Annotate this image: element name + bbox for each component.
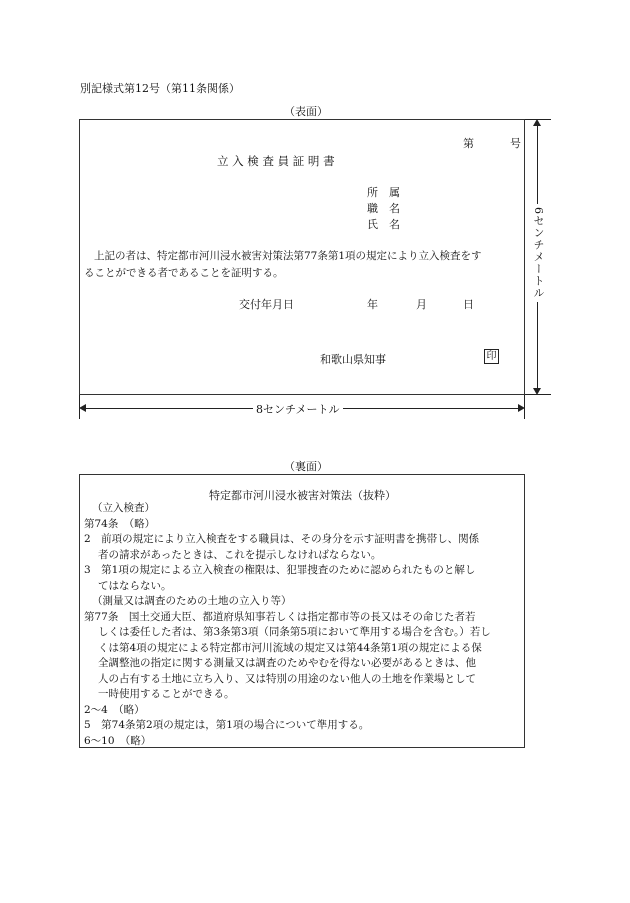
height-arrow-top: [533, 119, 541, 126]
front-certificate-box: [79, 119, 525, 395]
height-tick-top: [525, 119, 551, 120]
back-side-label: （裏面）: [284, 460, 328, 473]
back-excerpt-box: [79, 474, 525, 748]
number-dai: 第: [463, 137, 474, 150]
width-tick-right: [524, 395, 525, 419]
front-side-label: （表面）: [284, 105, 328, 118]
excerpt-line: くは第4項の規定による特定都市河川流域の規定又は第44条第1項の規定による保: [98, 641, 482, 654]
excerpt-line: （立入検査）: [92, 502, 155, 514]
excerpt-line: 第74条 （略）: [84, 517, 156, 530]
excerpt-line: 全調整池の指定に関する測量又は調査のためやむを得ない必要があるときは、他: [98, 657, 476, 669]
certificate-body-line2: ることができる者であることを証明する。: [84, 267, 284, 279]
excerpt-line: 人の占有する土地に立ち入り、又は特別の用途のない他人の土地を作業場として: [98, 672, 476, 685]
name-label: 氏 名: [367, 218, 400, 231]
affiliation-label: 所 属: [367, 186, 400, 199]
excerpt-line: 者の請求があったときは、これを提示しなければならない。: [98, 548, 382, 561]
excerpt-text: [84, 501, 491, 749]
issue-year: 年: [367, 298, 378, 311]
height-dimension-label: 6センチメートル: [530, 204, 546, 302]
position-label: 職 名: [367, 202, 400, 215]
excerpt-line: 6〜10 （略）: [84, 734, 152, 747]
excerpt-line: 2〜4 （略）: [84, 703, 145, 716]
certificate-title: 立 入 検 査 員 証 明 書: [217, 154, 335, 168]
form-reference: 別記様式第12号（第11条関係）: [80, 82, 240, 95]
issue-date-label: 交付年月日: [239, 298, 294, 311]
issuer-name: 和歌山県知事: [320, 353, 386, 366]
excerpt-title: 特定都市河川浸水被害対策法（抜粋）: [209, 489, 396, 502]
width-dimension-label: 8センチメートル: [253, 401, 343, 417]
excerpt-line: 一時使用することができる。: [98, 688, 235, 700]
width-tick-left: [79, 395, 80, 419]
width-arrow-left: [79, 404, 86, 412]
excerpt-line: てはならない。: [98, 579, 172, 592]
excerpt-line: しくは委任した者は、第3条第3項（同条第5項において準用する場合を含む。）若し: [98, 626, 491, 638]
excerpt-line: （測量又は調査のための土地の立入り等）: [92, 595, 292, 607]
excerpt-line: 3 第1項の規定による立入検査の権限は、犯罪捜査のために認められたものと解し: [84, 564, 476, 576]
excerpt-line: 2 前項の規定により立入検査をする職員は、その身分を示す証明書を携帯し、関係: [84, 533, 480, 545]
excerpt-line: 5 第74条第2項の規定は，第1項の場合について準用する。: [84, 719, 370, 731]
height-tick-bottom: [525, 394, 551, 395]
excerpt-line: 第77条 国土交通大臣、都道府県知事若しくは指定都市等の長又はその命じた者若: [84, 610, 476, 623]
issue-day: 日: [463, 298, 474, 311]
issue-month: 月: [416, 298, 427, 311]
number-go: 号: [510, 137, 521, 150]
seal-stamp: 印: [484, 349, 499, 364]
certificate-body-line1: 上記の者は、特定都市河川浸水被害対策法第77条第1項の規定により立入検査をす: [94, 250, 482, 262]
